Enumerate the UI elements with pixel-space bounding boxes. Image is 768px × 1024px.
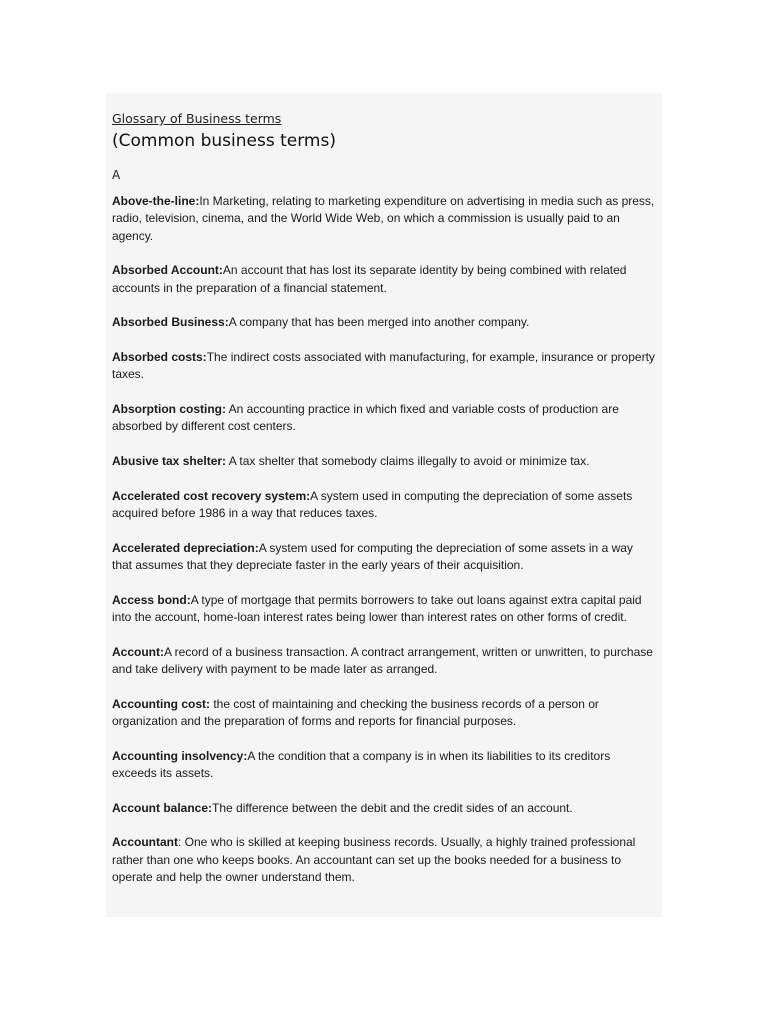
- section-letter: A: [112, 168, 121, 182]
- entry-term: Access bond:: [112, 592, 191, 607]
- glossary-entry: [112, 488, 655, 523]
- entry-term: Account balance:: [112, 800, 213, 815]
- entry-term: Absorbed Business:: [112, 315, 229, 330]
- glossary-entry: [112, 453, 655, 470]
- glossary-title-link[interactable]: Glossary of Business terms: [112, 111, 282, 126]
- entry-term: Above-the-line:: [112, 194, 200, 208]
- entry-definition: In Marketing, relating to marketing expenditure on advertising in media such as press, radio, television, cinema, and the World Wide Web, on which a commission is usually paid to an agency.: [112, 194, 655, 243]
- glossary-entry: [112, 592, 655, 627]
- entry-term: Account:: [112, 644, 164, 659]
- page-title: (Common business terms): [112, 131, 336, 151]
- entry-definition: A system used in computing the depreciation of some assets acquired before 1986 in a way that reduces taxes.: [112, 488, 633, 520]
- entry-definition: A record of a business transaction. A contract arrangement, written or unwritten, to purchase and take delivery with payment to be made later as arranged.: [112, 644, 653, 676]
- entry-term: Accountant: [112, 835, 178, 850]
- glossary-entry: [112, 401, 655, 436]
- document-page: [106, 93, 662, 917]
- glossary-entry: [112, 644, 655, 679]
- entry-term: Abusive tax shelter:: [112, 453, 227, 468]
- entry-term: Accelerated depreciation:: [112, 540, 259, 555]
- entry-term: Absorption costing:: [112, 401, 226, 416]
- entry-term: Accounting cost:: [112, 696, 210, 711]
- entry-definition: : One who is skilled at keeping business records. Usually, a highly trained professional rather than one who keeps books. An accountant can set up the books needed for a business to operate and help the owner understand them.: [112, 835, 636, 884]
- entry-definition: The difference between the debit and the credit sides of an account.: [212, 800, 573, 815]
- glossary-entry: [112, 349, 655, 384]
- entry-definition: A tax shelter that somebody claims illegally to avoid or minimize tax.: [226, 453, 590, 468]
- entry-definition: A company that has been merged into another company.: [228, 315, 530, 330]
- entry-definition: A system used for computing the depreciation of some assets in a way that assumes that they depreciate faster in the early years of their acquisition.: [112, 540, 633, 572]
- glossary-entry: [112, 834, 655, 886]
- glossary-entry: [112, 540, 655, 575]
- glossary-entries: [112, 193, 655, 886]
- glossary-entry: [112, 748, 655, 783]
- entry-definition: The indirect costs associated with manufacturing, for example, insurance or property taxes.: [112, 349, 655, 382]
- glossary-entry: [112, 314, 655, 331]
- entry-definition: the cost of maintaining and checking the business records of a person or organization and the preparation of forms and reports for financial purposes.: [112, 696, 599, 728]
- entry-term: Absorbed Account:: [112, 263, 223, 278]
- glossary-entry: [112, 262, 655, 297]
- entry-definition: An accounting practice in which fixed and variable costs of production are absorbed by different cost centers.: [112, 401, 619, 434]
- entry-term: Accelerated cost recovery system:: [112, 488, 311, 503]
- entry-term: Absorbed costs:: [112, 349, 207, 364]
- entry-definition: An account that has lost its separate identity by being combined with related accounts in the preparation of a financial statement.: [112, 263, 627, 295]
- entry-definition: A type of mortgage that permits borrowers to take out loans against extra capital paid into the account, home-loan interest rates being lower than interest rates on other forms of credit.: [112, 592, 642, 624]
- entry-term: Accounting insolvency:: [112, 748, 248, 763]
- glossary-entry: [112, 696, 655, 731]
- entry-definition: A the condition that a company is in when its liabilities to its creditors exceeds its assets.: [112, 748, 611, 780]
- glossary-entry: [112, 800, 655, 817]
- glossary-entry: [112, 193, 655, 245]
